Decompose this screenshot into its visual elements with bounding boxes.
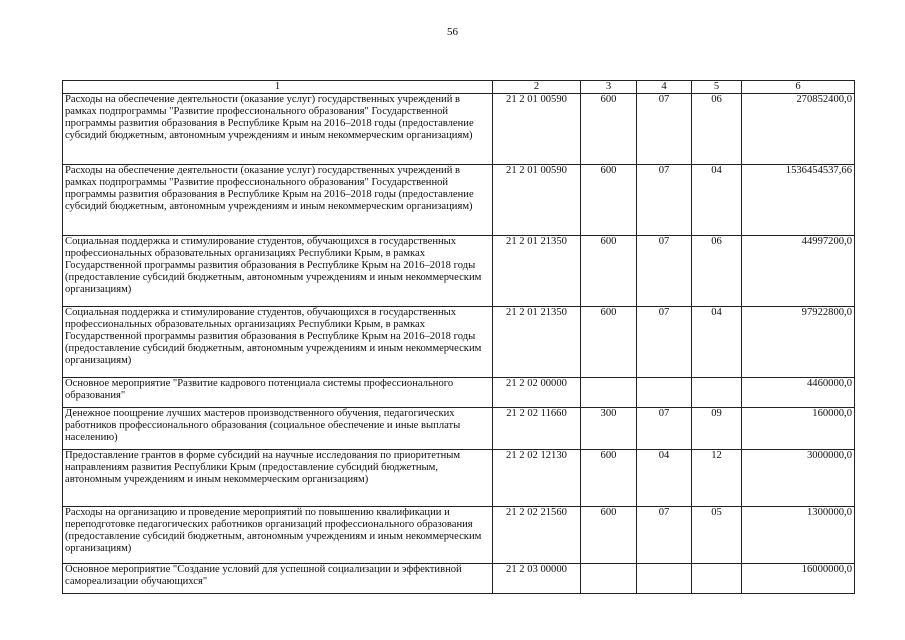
row-description: Предоставление грантов в форме субсидий на научные исследования по приоритетным направлениям развития Республики Крым (предоставление субсидий бюджетным, автономным учреждениям и иным некоммерческим организациям) [63, 450, 493, 507]
row-col4 [637, 378, 692, 408]
header-col-1: 1 [63, 81, 493, 94]
row-col5: 04 [692, 307, 742, 378]
row-col3: 600 [581, 236, 637, 307]
row-col3: 600 [581, 165, 637, 236]
row-code: 21 2 01 00590 [493, 165, 581, 236]
row-col5: 12 [692, 450, 742, 507]
row-col5: 09 [692, 408, 742, 450]
table-row [63, 450, 855, 507]
table-row [63, 94, 855, 165]
row-code: 21 2 01 21350 [493, 236, 581, 307]
table-row [63, 307, 855, 378]
table-row [63, 378, 855, 408]
header-col-3: 3 [581, 81, 637, 94]
row-amount: 4460000,0 [742, 378, 855, 408]
row-col4 [637, 564, 692, 594]
header-col-4: 4 [637, 81, 692, 94]
table-row [63, 507, 855, 564]
row-amount: 1536454537,66 [742, 165, 855, 236]
row-col3: 600 [581, 307, 637, 378]
row-code: 21 2 01 00590 [493, 94, 581, 165]
row-col4: 04 [637, 450, 692, 507]
row-amount: 3000000,0 [742, 450, 855, 507]
row-description: Социальная поддержка и стимулирование студентов, обучающихся в государственных профессиональных образовательных организациях Республики Крым, в рамках Государственной программы развития образования в Республике Крым на 2016–2018 годы (предоставление субсидий бюджетным, автономным учреждениям и иным некоммерческим организациям) [63, 307, 493, 378]
row-col4: 07 [637, 307, 692, 378]
table-row [63, 165, 855, 236]
row-col4: 07 [637, 408, 692, 450]
row-description: Основное мероприятие "Создание условий для успешной социализации и эффективной самореализации обучающихся" [63, 564, 493, 594]
table-row [63, 408, 855, 450]
row-col4: 07 [637, 94, 692, 165]
page-number: 56 [447, 26, 458, 38]
row-code: 21 2 01 21350 [493, 307, 581, 378]
row-description: Денежное поощрение лучших мастеров производственного обучения, педагогических работников профессионального образования (социальное обеспечение и иные выплаты населению) [63, 408, 493, 450]
table-row [63, 564, 855, 594]
row-code: 21 2 03 00000 [493, 564, 581, 594]
header-col-5: 5 [692, 81, 742, 94]
row-col5: 06 [692, 94, 742, 165]
row-amount: 44997200,0 [742, 236, 855, 307]
row-col4: 07 [637, 236, 692, 307]
row-description: Социальная поддержка и стимулирование студентов, обучающихся в государственных профессиональных образовательных организациях Республики Крым, в рамках Государственной программы развития образования в Республике Крым на 2016–2018 годы (предоставление субсидий бюджетным, автономным учреждениям и иным некоммерческим организациям) [63, 236, 493, 307]
row-col4: 07 [637, 165, 692, 236]
row-code: 21 2 02 12130 [493, 450, 581, 507]
row-amount: 270852400,0 [742, 94, 855, 165]
row-col3 [581, 378, 637, 408]
row-code: 21 2 02 21560 [493, 507, 581, 564]
row-col3 [581, 564, 637, 594]
header-col-6: 6 [742, 81, 855, 94]
row-col5 [692, 378, 742, 408]
row-description: Расходы на обеспечение деятельности (оказание услуг) государственных учреждений в рамках подпрограммы "Развитие профессионального образования" Государственной программы развития образования в Республике Крым на 2016–2018 годы (предоставление субсидий бюджетным, автономным учреждениям и иным некоммерческим организациям) [63, 94, 493, 165]
row-col3: 300 [581, 408, 637, 450]
row-col5 [692, 564, 742, 594]
row-amount: 1300000,0 [742, 507, 855, 564]
row-amount: 160000,0 [742, 408, 855, 450]
row-col3: 600 [581, 507, 637, 564]
header-row [63, 81, 855, 94]
row-col5: 05 [692, 507, 742, 564]
row-col5: 04 [692, 165, 742, 236]
row-code: 21 2 02 11660 [493, 408, 581, 450]
row-col4: 07 [637, 507, 692, 564]
row-description: Расходы на организацию и проведение мероприятий по повышению квалификации и переподготовке педагогических работников организаций профессионального образования (предоставление субсидий бюджетным, автономным учреждениям и иным некоммерческим организациям) [63, 507, 493, 564]
row-description: Основное мероприятие "Развитие кадрового потенциала системы профессионального образования" [63, 378, 493, 408]
row-description: Расходы на обеспечение деятельности (оказание услуг) государственных учреждений в рамках подпрограммы "Развитие профессионального образования" Государственной программы развития образования в Республике Крым на 2016–2018 годы (предоставление субсидий бюджетным, автономным учреждениям и иным некоммерческим организациям) [63, 165, 493, 236]
table-row [63, 236, 855, 307]
budget-table [62, 80, 855, 594]
header-col-2: 2 [493, 81, 581, 94]
row-code: 21 2 02 00000 [493, 378, 581, 408]
row-col5: 06 [692, 236, 742, 307]
row-col3: 600 [581, 94, 637, 165]
row-col3: 600 [581, 450, 637, 507]
row-amount: 16000000,0 [742, 564, 855, 594]
row-amount: 97922800,0 [742, 307, 855, 378]
